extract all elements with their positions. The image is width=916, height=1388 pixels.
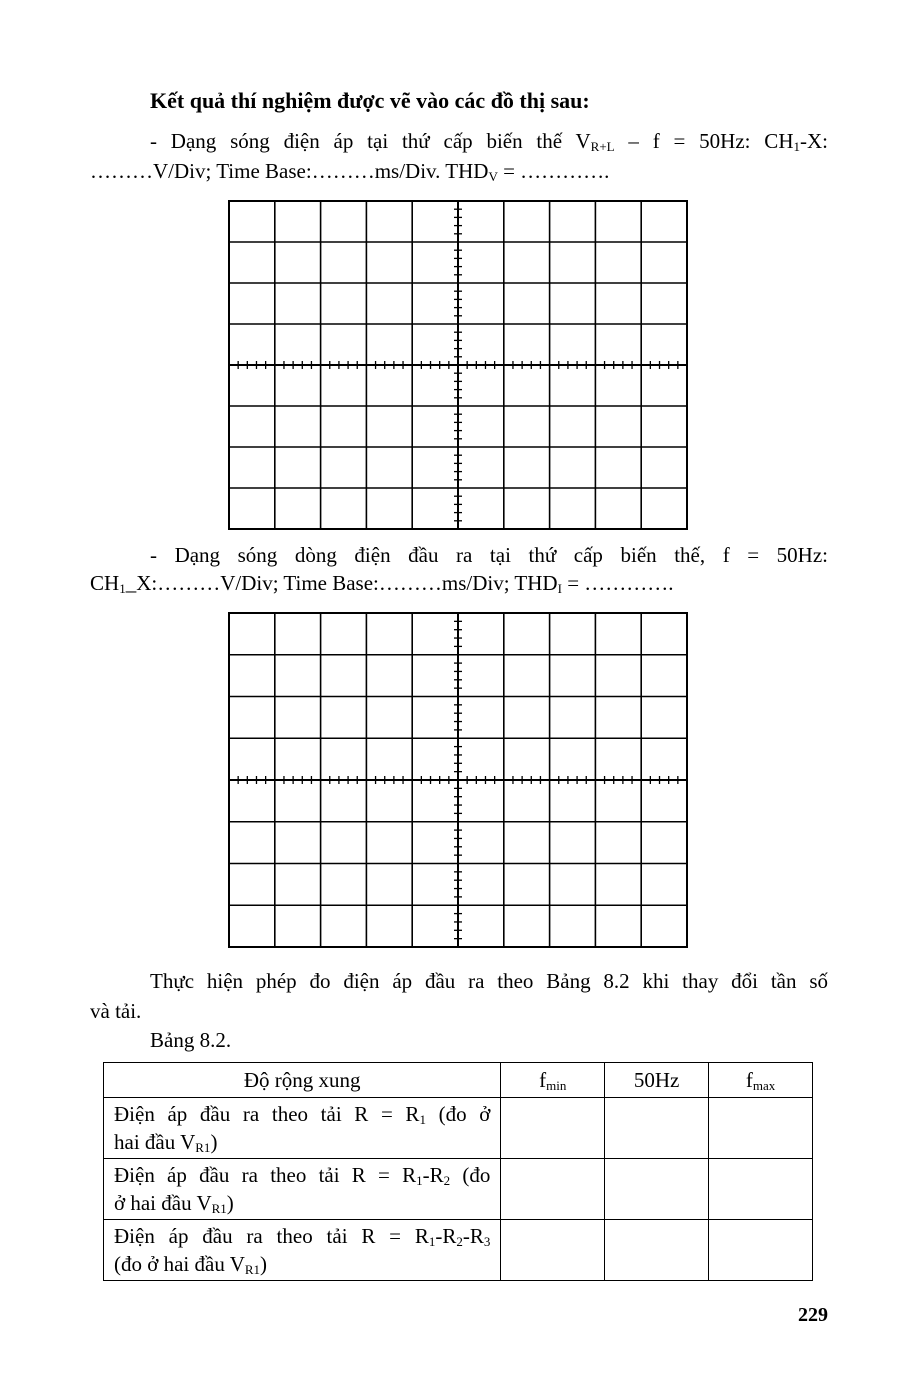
table-cell-empty[interactable] <box>709 1098 813 1159</box>
table-cell-empty[interactable] <box>605 1159 709 1220</box>
table-row <box>104 1098 813 1159</box>
waveform-voltage-description-line2: ………V/Div; Time Base:………ms/Div. $THD_V$ = …………. <box>90 159 610 184</box>
row-label: Điện áp đầu ra theo tải $R = R_1-R_2-R_3$ (đo ở hai đầu $V_{R1}$) <box>104 1220 501 1281</box>
table-caption: Bảng 8.2. <box>150 1028 232 1052</box>
header-fmax: $f_{max}$ <box>709 1063 813 1098</box>
measurement-instruction-line1: Thực hiện phép đo điện áp đầu ra theo Bảng 8.2 khi thay đổi tần số <box>150 969 828 993</box>
table-cell-empty[interactable] <box>605 1220 709 1281</box>
table-row <box>104 1159 813 1220</box>
page-number: 229 <box>798 1304 828 1326</box>
oscilloscope-grid-current <box>228 612 688 948</box>
table-cell-empty[interactable] <box>501 1220 605 1281</box>
waveform-voltage-description-line1: - Dạng sóng điện áp tại thứ cấp biến thế $V_{R+L} - f = 50Hz$: $CH_1-X$: <box>150 129 828 154</box>
header-pulse-width: Độ rộng xung <box>104 1063 501 1098</box>
waveform-current-description-line1: - Dạng sóng dòng điện đầu ra tại thứ cấp biến thế, f = 50Hz: <box>150 543 828 567</box>
row-label: Điện áp đầu ra theo tải $R = R_1$ (đo ở hai đầu $V_{R1}$) <box>104 1098 501 1159</box>
measurement-table <box>103 1062 813 1281</box>
header-fmin: $f_{min}$ <box>501 1063 605 1098</box>
table-cell-empty[interactable] <box>605 1098 709 1159</box>
row-label: Điện áp đầu ra theo tải $R = R_1-R_2$ (đo ở hai đầu $V_{R1}$) <box>104 1159 501 1220</box>
header-50hz: 50Hz <box>605 1063 709 1098</box>
table-header-row <box>104 1063 813 1098</box>
waveform-current-description-line2: $CH_1\_X:\dots\dots\dots V$/Div; Time Base:………ms/Div; $THD_I$ = …………. <box>90 571 674 596</box>
measurement-instruction-line2: và tải. <box>90 999 142 1023</box>
section-heading: Kết quả thí nghiệm được vẽ vào các đồ thị sau: <box>150 88 590 113</box>
table-cell-empty[interactable] <box>709 1220 813 1281</box>
oscilloscope-grid-voltage <box>228 200 688 530</box>
table-cell-empty[interactable] <box>709 1159 813 1220</box>
table-cell-empty[interactable] <box>501 1159 605 1220</box>
table-row <box>104 1220 813 1281</box>
table-cell-empty[interactable] <box>501 1098 605 1159</box>
